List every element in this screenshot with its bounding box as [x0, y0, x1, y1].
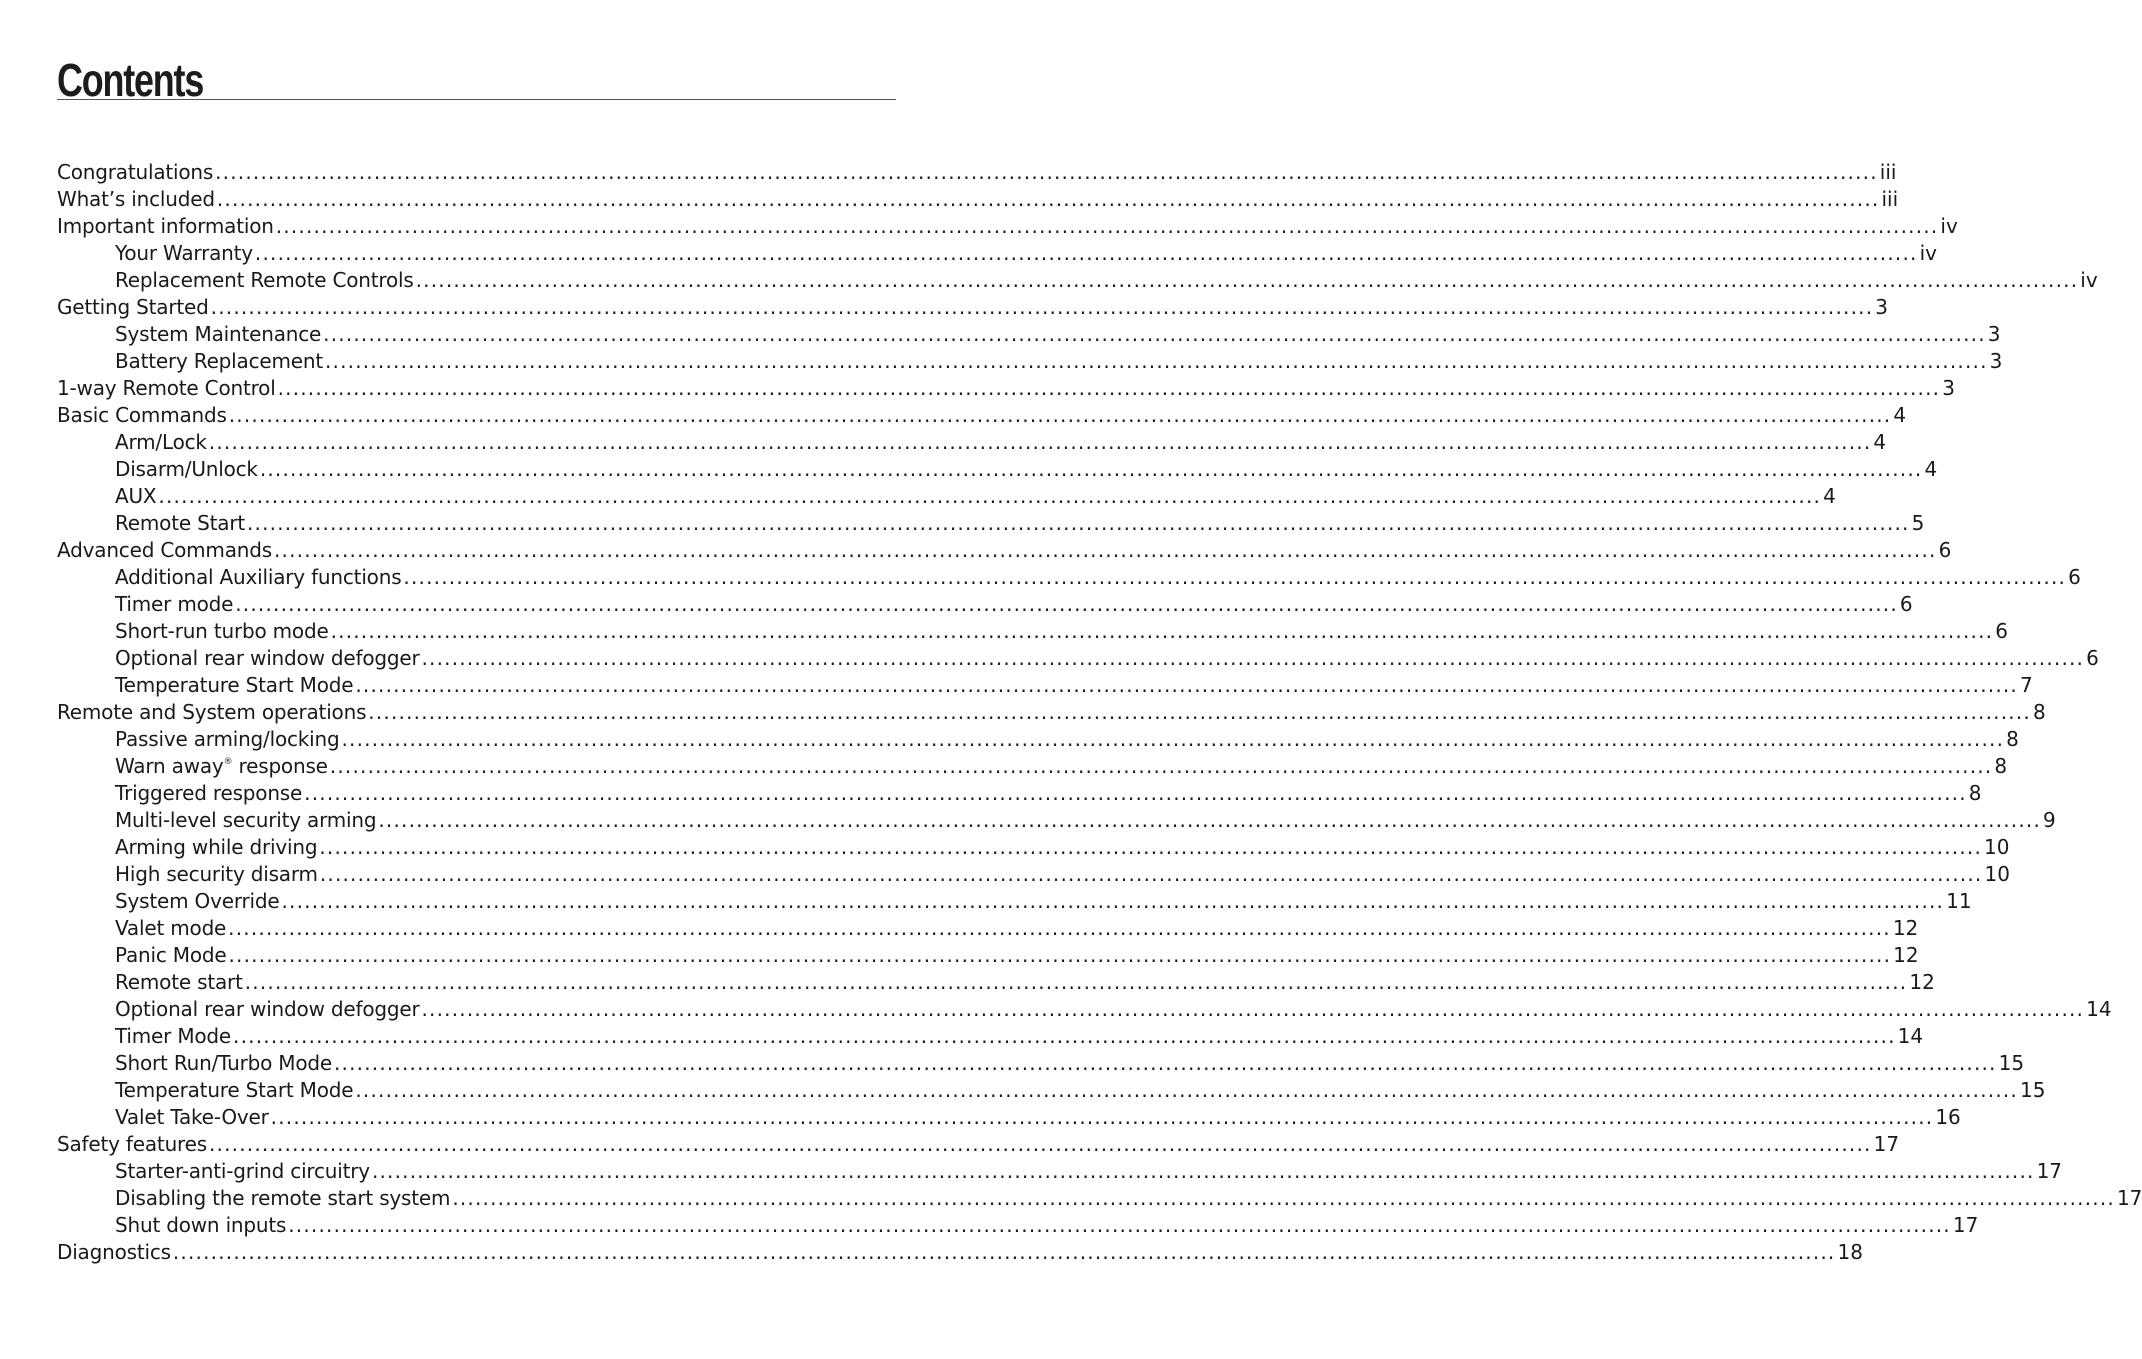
toc-entry-label: [57, 699, 366, 726]
toc-page-number: 17: [2116, 1186, 2142, 1210]
title-divider: [57, 99, 896, 100]
toc-entry-label-text: Temperature Start Mode: [115, 1078, 354, 1102]
toc-subentry: [57, 807, 2056, 834]
toc-page-number: iii: [1879, 160, 1897, 184]
toc-entry-label-text: Optional rear window defogger: [115, 997, 420, 1021]
toc-entry-label: [115, 672, 353, 699]
toc-page-number: 15: [1998, 1051, 2025, 1075]
toc-subentry: [57, 1077, 2046, 1104]
dot-leader: ............................................................................................................................................................................................................................: [275, 214, 1939, 238]
toc-entry-label: [115, 1077, 353, 1104]
dot-leader: ............................................................................................................................................................................................................................: [246, 511, 1910, 535]
toc-entry-label: [115, 942, 227, 969]
dot-leader: ............................................................................................................................................................................................................................: [254, 241, 1918, 265]
toc-subentry: [57, 645, 2099, 672]
toc-subentry: [57, 915, 1919, 942]
toc-page-number: 7: [2020, 673, 2033, 697]
toc-subentry: [57, 348, 2003, 375]
toc-page-number: 3: [1987, 322, 2001, 346]
toc-entry: [57, 294, 1889, 321]
toc-entry-label: [57, 402, 227, 429]
toc-entry-label: [57, 537, 272, 564]
toc-subentry: [57, 591, 1913, 618]
table-of-contents: [57, 159, 2142, 1266]
toc-page-number: 12: [1893, 943, 1919, 967]
toc-page-number: 10: [1984, 835, 2010, 859]
toc-entry-label: [57, 294, 209, 321]
dot-leader: ............................................................................................................................................................................................................................: [259, 457, 1923, 481]
toc-entry-label: [115, 510, 245, 537]
dot-leader: ............................................................................................................................................................................................................................: [304, 781, 1967, 805]
toc-subentry: [57, 1185, 2142, 1212]
dot-leader: ............................................................................................................................................................................................................................: [208, 1132, 1872, 1156]
dot-leader: ............................................................................................................................................................................................................................: [288, 1213, 1951, 1237]
toc-entry: [57, 375, 1955, 402]
toc-page-number: 6: [2086, 646, 2099, 670]
toc-entry-label-text: Passive arming/locking: [115, 727, 340, 751]
dot-leader: ............................................................................................................................................................................................................................: [172, 1240, 1836, 1264]
toc-subentry: [57, 240, 1937, 267]
dot-leader: ............................................................................................................................................................................................................................: [277, 376, 1941, 400]
dot-leader: ............................................................................................................................................................................................................................: [329, 754, 1993, 778]
dot-leader: ............................................................................................................................................................................................................................: [270, 1105, 1934, 1129]
toc-page-number: 9: [2043, 808, 2056, 832]
toc-entry-label: [57, 1239, 171, 1266]
toc-entry-label-text: Safety features: [57, 1132, 207, 1156]
toc-entry-label: [57, 375, 276, 402]
toc-entry-label-text: Congratulations: [57, 160, 214, 184]
toc-subentry: [57, 888, 1972, 915]
toc-page-number: 3: [1942, 376, 1955, 400]
dot-leader: ............................................................................................................................................................................................................................: [415, 268, 2079, 292]
toc-page-number: 15: [2020, 1078, 2046, 1102]
toc-subentry: [57, 969, 1935, 996]
toc-entry: [57, 1131, 1900, 1158]
toc-entry-label-text: Diagnostics: [57, 1240, 171, 1264]
dot-leader: ............................................................................................................................................................................................................................: [403, 565, 2067, 589]
toc-entry-label-text: Optional rear window defogger: [115, 646, 420, 670]
toc-entry-label: [115, 915, 226, 942]
toc-entry-label-text: High security disarm: [115, 862, 318, 886]
toc-entry-label-text: Short Run/Turbo Mode: [115, 1051, 332, 1075]
toc-subentry: [57, 996, 2112, 1023]
toc-entry: [57, 213, 1958, 240]
dot-leader: ............................................................................................................................................................................................................................: [368, 700, 2031, 724]
toc-entry-label-text: Warn away: [115, 754, 224, 778]
toc-entry-label-text: Disarm/Unlock: [115, 457, 258, 481]
toc-entry-label: [115, 807, 376, 834]
toc-subentry: [57, 564, 2081, 591]
dot-leader: ............................................................................................................................................................................................................................: [319, 862, 1983, 886]
toc-entry-label-text: Replacement Remote Controls: [115, 268, 414, 292]
dot-leader: ............................................................................................................................................................................................................................: [421, 646, 2085, 670]
toc-entry-label: [115, 321, 321, 348]
dot-leader: ............................................................................................................................................................................................................................: [378, 808, 2042, 832]
toc-entry-label-text: AUX: [115, 484, 157, 508]
toc-entry-label-text: 1-way Remote Control: [57, 376, 276, 400]
toc-entry-label-text: Valet Take-Over: [115, 1105, 269, 1129]
toc-entry-label-text: Short-run turbo mode: [115, 619, 329, 643]
toc-entry-label: [115, 969, 243, 996]
toc-page-number: 5: [1911, 511, 1925, 535]
toc-page-number: iii: [1881, 187, 1899, 211]
toc-entry-label-text: Additional Auxiliary functions: [115, 565, 402, 589]
toc-subentry: [57, 618, 2008, 645]
toc-entry-label-text: Advanced Commands: [57, 538, 272, 562]
dot-leader: ............................................................................................................................................................................................................................: [371, 1159, 2035, 1183]
toc-page-number: 17: [1873, 1132, 1900, 1156]
toc-page-number: 6: [1899, 592, 1913, 616]
dot-leader: ............................................................................................................................................................................................................................: [452, 1186, 2115, 1210]
dot-leader: ............................................................................................................................................................................................................................: [208, 430, 1872, 454]
toc-entry-label: [115, 240, 253, 267]
dot-leader: ............................................................................................................................................................................................................................: [228, 943, 1892, 967]
toc-entry-label-text: Disabling the remote start system: [115, 1186, 451, 1210]
toc-entry-label-text: Remote and System operations: [57, 700, 367, 724]
toc-entry-label-text: Temperature Start Mode: [115, 673, 354, 697]
toc-subentry: [57, 1104, 1961, 1131]
toc-entry-label: [115, 456, 258, 483]
toc-entry: [57, 537, 1952, 564]
toc-page-number: 8: [1968, 781, 1982, 805]
toc-subentry: [57, 321, 2001, 348]
toc-page-number: 17: [2036, 1159, 2063, 1183]
toc-page-number: 4: [1823, 484, 1836, 508]
toc-entry-label-text: Triggered response: [115, 781, 303, 805]
toc-entry-label: [57, 159, 213, 186]
toc-entry-label: [115, 483, 156, 510]
toc-entry-label: [115, 1185, 450, 1212]
toc-entry-label-text: Battery Replacement: [115, 349, 323, 373]
toc-subentry: [57, 672, 2033, 699]
toc-entry-label: [115, 1158, 370, 1185]
toc-entry-label-text: Important information: [57, 214, 274, 238]
toc-entry: [57, 402, 1907, 429]
toc-page-number: 12: [1892, 916, 1919, 940]
toc-page-number: 8: [2032, 700, 2046, 724]
toc-entry-label-text: Timer Mode: [115, 1024, 232, 1048]
toc-page-number: 3: [1989, 349, 2003, 373]
toc-page-number: 12: [1909, 970, 1935, 994]
toc-entry-label-text: Remote start: [115, 970, 243, 994]
toc-entry-label: [57, 1131, 207, 1158]
toc-page-number: 11: [1946, 889, 1972, 913]
dot-leader: ............................................................................................................................................................................................................................: [158, 484, 1822, 508]
toc-entry-label: [115, 564, 401, 591]
toc-page-number: 14: [2086, 997, 2112, 1021]
toc-entry: [57, 159, 1897, 186]
toc-entry-label: [115, 834, 317, 861]
dot-leader: ............................................................................................................................................................................................................................: [228, 916, 1891, 940]
toc-entry-label: [115, 618, 329, 645]
toc-page-number: 10: [1984, 862, 2010, 886]
dot-leader: ............................................................................................................................................................................................................................: [355, 673, 2018, 697]
toc-entry: [57, 699, 2046, 726]
dot-leader: ............................................................................................................................................................................................................................: [244, 970, 1908, 994]
toc-entry-label-text: What’s included: [57, 187, 215, 211]
dot-leader: ............................................................................................................................................................................................................................: [355, 1078, 2018, 1102]
toc-page-number: 8: [1994, 754, 2008, 778]
registered-trademark-mark: ®: [223, 757, 233, 767]
toc-page-number: iv: [2080, 268, 2098, 292]
toc-subentry: [57, 1158, 2063, 1185]
dot-leader: ............................................................................................................................................................................................................................: [273, 538, 1937, 562]
dot-leader: ............................................................................................................................................................................................................................: [216, 187, 1880, 211]
toc-entry-label-text: Arm/Lock: [115, 430, 207, 454]
dot-leader: ............................................................................................................................................................................................................................: [235, 592, 1898, 616]
toc-entry-label: [115, 1023, 231, 1050]
toc-page-number: 8: [2006, 727, 2019, 751]
toc-subentry: [57, 780, 1982, 807]
toc-entry-label: [115, 996, 419, 1023]
toc-page-number: 6: [2068, 565, 2081, 589]
toc-page-number: 4: [1873, 430, 1887, 454]
dot-leader: ............................................................................................................................................................................................................................: [330, 619, 1994, 643]
toc-subentry: [57, 456, 1938, 483]
toc-entry-label-text: Shut down inputs: [115, 1213, 287, 1237]
dot-leader: ............................................................................................................................................................................................................................: [333, 1051, 1997, 1075]
toc-entry-label: [115, 780, 302, 807]
toc-entry-label: [115, 1050, 332, 1077]
toc-subentry: [57, 1050, 2025, 1077]
toc-entry-label: [57, 213, 274, 240]
toc-page-number: 16: [1935, 1105, 1961, 1129]
toc-entry-label: [115, 1104, 269, 1131]
toc-entry-label: [115, 861, 318, 888]
toc-subentry: [57, 942, 1919, 969]
dot-leader: ............................................................................................................................................................................................................................: [233, 1024, 1896, 1048]
toc-subentry: [57, 834, 2010, 861]
dot-leader: ............................................................................................................................................................................................................................: [341, 727, 2005, 751]
toc-page-number: 6: [1938, 538, 1952, 562]
dot-leader: ............................................................................................................................................................................................................................: [323, 322, 1986, 346]
toc-entry-label-text: System Override: [115, 889, 280, 913]
toc-entry-label-text: Timer mode: [115, 592, 234, 616]
toc-subentry: [57, 429, 1887, 456]
toc-subentry: [57, 483, 1836, 510]
toc-entry-label-text: Basic Commands: [57, 403, 227, 427]
toc-entry-label-suffix: response: [232, 754, 328, 778]
dot-leader: ............................................................................................................................................................................................................................: [281, 889, 1945, 913]
dot-leader: ............................................................................................................................................................................................................................: [421, 997, 2085, 1021]
toc-page-number: 6: [1995, 619, 2008, 643]
toc-subentry: [57, 726, 2019, 753]
toc-entry-label-text: Your Warranty: [115, 241, 253, 265]
toc-entry-label: [115, 429, 207, 456]
toc-entry: [57, 186, 1899, 213]
toc-entry-label: [115, 1212, 286, 1239]
toc-entry-label-text: Panic Mode: [115, 943, 227, 967]
toc-subentry: [57, 267, 2098, 294]
toc-page-number: iv: [1940, 214, 1958, 238]
dot-leader: ............................................................................................................................................................................................................................: [215, 160, 1878, 184]
toc-entry-label-text: Starter-anti-grind circuitry: [115, 1159, 370, 1183]
toc-subentry: [57, 1212, 1979, 1239]
toc-entry-label: [115, 888, 279, 915]
toc-entry-label: [115, 753, 328, 780]
toc-entry-label-text: Remote Start: [115, 511, 245, 535]
toc-subentry: [57, 861, 2010, 888]
dot-leader: ............................................................................................................................................................................................................................: [210, 295, 1874, 319]
toc-entry-label: [115, 591, 233, 618]
toc-entry-label-text: System Maintenance: [115, 322, 322, 346]
toc-entry: [57, 1239, 1863, 1266]
toc-page-number: 4: [1893, 403, 1907, 427]
toc-entry-label: [115, 726, 340, 753]
toc-subentry: [57, 1023, 1924, 1050]
toc-page-number: iv: [1919, 241, 1937, 265]
toc-subentry: [57, 753, 2008, 780]
toc-entry-label: [115, 348, 323, 375]
dot-leader: ............................................................................................................................................................................................................................: [319, 835, 1983, 859]
page-title: Contents: [57, 54, 204, 106]
toc-page-number: 4: [1924, 457, 1938, 481]
toc-entry-label-text: Getting Started: [57, 295, 209, 319]
toc-entry-label-text: Arming while driving: [115, 835, 318, 859]
toc-page-number: 18: [1837, 1240, 1863, 1264]
toc-subentry: [57, 510, 1925, 537]
toc-entry-label-text: Valet mode: [115, 916, 227, 940]
dot-leader: ............................................................................................................................................................................................................................: [325, 349, 1988, 373]
toc-entry-label: [115, 645, 419, 672]
toc-page-number: 3: [1875, 295, 1889, 319]
toc-entry-label: [57, 186, 215, 213]
dot-leader: ............................................................................................................................................................................................................................: [228, 403, 1892, 427]
toc-entry-label: [115, 267, 414, 294]
toc-entry-label-text: Multi-level security arming: [115, 808, 377, 832]
toc-page-number: 14: [1897, 1024, 1924, 1048]
toc-page-number: 17: [1952, 1213, 1979, 1237]
